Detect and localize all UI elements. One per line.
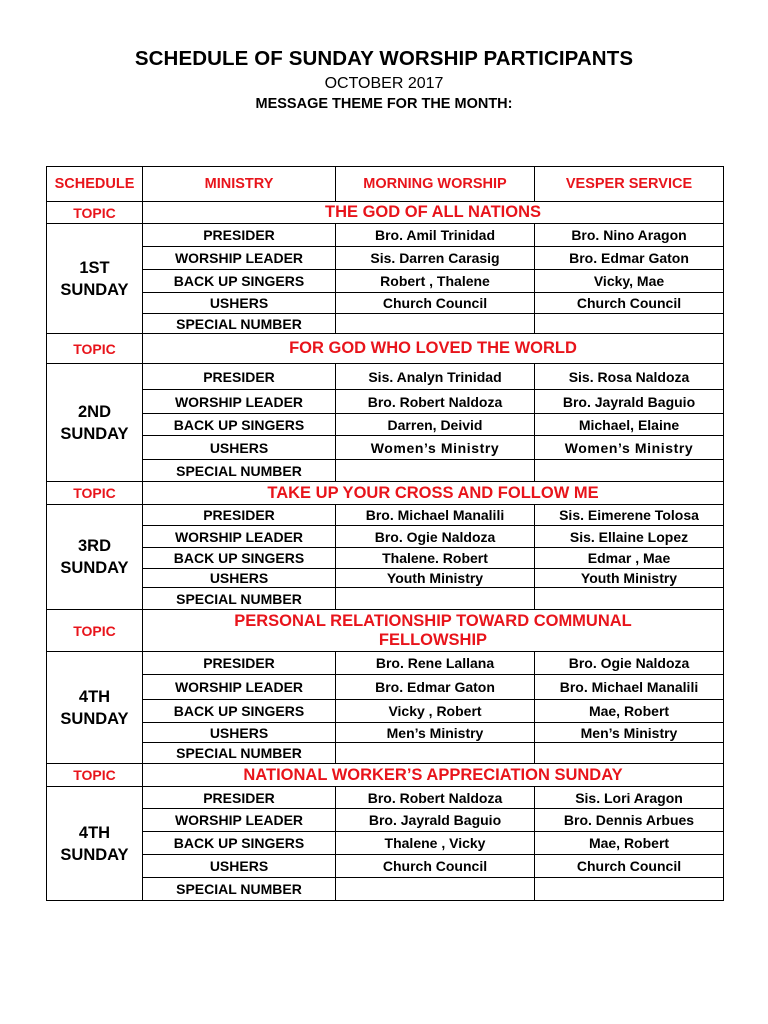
vesper-cell: Sis. Eimerene Tolosa [535, 505, 724, 526]
topic-label: TOPIC [47, 202, 143, 224]
sunday-label [47, 224, 143, 334]
morning-cell: Bro. Edmar Gaton [336, 675, 535, 700]
morning-cell: Thalene , Vicky [336, 832, 535, 855]
morning-cell: Sis. Analyn Trinidad [336, 364, 535, 390]
table-row [47, 832, 724, 855]
topic-title: FOR GOD WHO LOVED THE WORLD [143, 334, 724, 364]
sunday-ordinal: 3RD [77, 537, 111, 555]
sunday-word: SUNDAY [60, 559, 129, 577]
morning-cell: Bro. Robert Naldoza [336, 390, 535, 414]
morning-cell: Bro. Jayrald Baguio [336, 809, 535, 832]
topic-row [47, 610, 724, 652]
role-back-up-singers: BACK UP SINGERS [143, 414, 336, 436]
table-row [47, 505, 724, 526]
vesper-cell: Bro. Nino Aragon [535, 224, 724, 247]
vesper-cell [535, 743, 724, 764]
sunday-label [47, 787, 143, 901]
table-row [47, 247, 724, 270]
role-presider: PRESIDER [143, 224, 336, 247]
morning-cell: Bro. Rene Lallana [336, 652, 535, 675]
topic-row [47, 764, 724, 787]
role-special-number: SPECIAL NUMBER [143, 878, 336, 901]
vesper-cell: Church Council [535, 293, 724, 314]
role-back-up-singers: BACK UP SINGERS [143, 270, 336, 293]
message-theme-label: MESSAGE THEME FOR THE MONTH: [255, 96, 513, 112]
sunday-word: SUNDAY [60, 709, 129, 728]
header-vesper-service: VESPER SERVICE [535, 167, 724, 202]
morning-cell [336, 878, 535, 901]
morning-cell: Thalene. Robert [336, 548, 535, 569]
role-special-number: SPECIAL NUMBER [143, 588, 336, 610]
vesper-cell: Mae, Robert [535, 700, 724, 723]
morning-cell: Bro. Robert Naldoza [336, 787, 535, 809]
schedule-table [46, 166, 724, 901]
morning-cell [336, 743, 535, 764]
table-row [47, 855, 724, 878]
role-special-number: SPECIAL NUMBER [143, 460, 336, 482]
table-row [47, 293, 724, 314]
table-row [47, 364, 724, 390]
topic-row [47, 334, 724, 364]
table-row [47, 569, 724, 588]
vesper-cell: Bro. Michael Manalili [535, 675, 724, 700]
vesper-cell: Sis. Ellaine Lopez [535, 526, 724, 548]
role-worship-leader: WORSHIP LEADER [143, 390, 336, 414]
vesper-cell [535, 460, 724, 482]
role-worship-leader: WORSHIP LEADER [143, 809, 336, 832]
role-presider: PRESIDER [143, 787, 336, 809]
table-row [47, 270, 724, 293]
role-presider: PRESIDER [143, 652, 336, 675]
topic-title: NATIONAL WORKER’S APPRECIATION SUNDAY [143, 764, 724, 787]
table-row [47, 314, 724, 334]
morning-cell: Bro. Amil Trinidad [336, 224, 535, 247]
table-header-row [47, 167, 724, 202]
sunday-ordinal: 1ST [79, 258, 110, 277]
role-worship-leader: WORSHIP LEADER [143, 247, 336, 270]
sunday-word: SUNDAY [60, 280, 129, 299]
sunday-label [47, 505, 143, 610]
table-row [47, 460, 724, 482]
topic-label: TOPIC [47, 764, 143, 787]
morning-cell [336, 460, 535, 482]
document-title: SCHEDULE OF SUNDAY WORSHIP PARTICIPANTS [134, 47, 634, 70]
header-schedule: SCHEDULE [47, 167, 143, 202]
table-row [47, 878, 724, 901]
topic-label: TOPIC [47, 610, 143, 652]
morning-cell: Church Council [336, 293, 535, 314]
table-row [47, 652, 724, 675]
vesper-cell [535, 878, 724, 901]
document-month: OCTOBER 2017 [324, 75, 444, 92]
morning-cell [336, 588, 535, 610]
header-ministry: MINISTRY [143, 167, 336, 202]
table-row [47, 436, 724, 460]
sunday-ordinal: 4TH [78, 687, 111, 706]
vesper-cell: Mae, Robert [535, 832, 724, 855]
morning-cell: Bro. Michael Manalili [336, 505, 535, 526]
vesper-cell: Bro. Edmar Gaton [535, 247, 724, 270]
role-special-number: SPECIAL NUMBER [143, 743, 336, 764]
vesper-cell: Sis. Rosa Naldoza [535, 364, 724, 390]
sunday-word: SUNDAY [60, 845, 129, 864]
vesper-cell: Edmar , Mae [535, 548, 724, 569]
table-row [47, 787, 724, 809]
role-ushers: USHERS [143, 569, 336, 588]
vesper-cell: Bro. Ogie Naldoza [535, 652, 724, 675]
table-row [47, 224, 724, 247]
table-row [47, 675, 724, 700]
table-row [47, 548, 724, 569]
morning-cell: Bro. Ogie Naldoza [336, 526, 535, 548]
topic-label: TOPIC [47, 482, 143, 505]
topic-row [47, 202, 724, 224]
role-ushers: USHERS [143, 855, 336, 878]
vesper-cell: Youth Ministry [535, 569, 724, 588]
role-back-up-singers: BACK UP SINGERS [143, 832, 336, 855]
role-ushers: USHERS [143, 723, 336, 743]
role-back-up-singers: BACK UP SINGERS [143, 700, 336, 723]
morning-cell: Darren, Deivid [336, 414, 535, 436]
topic-label: TOPIC [47, 334, 143, 364]
vesper-cell: Michael, Elaine [535, 414, 724, 436]
role-presider: PRESIDER [143, 505, 336, 526]
vesper-cell: Men’s Ministry [535, 723, 724, 743]
morning-cell: Women’s Ministry [336, 436, 535, 460]
role-worship-leader: WORSHIP LEADER [143, 675, 336, 700]
table-row [47, 700, 724, 723]
sunday-word: SUNDAY [60, 424, 129, 443]
topic-title-line-1: PERSONAL RELATIONSHIP TOWARD COMMUNAL [234, 611, 632, 630]
table-row [47, 723, 724, 743]
morning-cell [336, 314, 535, 334]
table-row [47, 743, 724, 764]
table-row [47, 414, 724, 436]
morning-cell: Men’s Ministry [336, 723, 535, 743]
sunday-label [47, 652, 143, 764]
vesper-cell: Sis. Lori Aragon [535, 787, 724, 809]
role-back-up-singers: BACK UP SINGERS [143, 548, 336, 569]
topic-title [143, 610, 724, 652]
role-special-number: SPECIAL NUMBER [143, 314, 336, 334]
table-row [47, 809, 724, 832]
morning-cell: Robert , Thalene [336, 270, 535, 293]
vesper-cell: Bro. Dennis Arbues [535, 809, 724, 832]
table-row [47, 390, 724, 414]
vesper-cell [535, 588, 724, 610]
table-row [47, 588, 724, 610]
morning-cell: Sis. Darren Carasig [336, 247, 535, 270]
sunday-label [47, 364, 143, 482]
table-row [47, 526, 724, 548]
sunday-ordinal: 4TH [78, 823, 111, 842]
role-worship-leader: WORSHIP LEADER [143, 526, 336, 548]
vesper-cell: Women’s Ministry [535, 436, 724, 460]
morning-cell: Youth Ministry [336, 569, 535, 588]
vesper-cell: Vicky, Mae [535, 270, 724, 293]
topic-title: THE GOD OF ALL NATIONS [143, 202, 724, 224]
morning-cell: Church Council [336, 855, 535, 878]
topic-title-line-2: FELLOWSHIP [378, 630, 488, 649]
vesper-cell: Bro. Jayrald Baguio [535, 390, 724, 414]
header-morning-worship: MORNING WORSHIP [336, 167, 535, 202]
vesper-cell: Church Council [535, 855, 724, 878]
role-presider: PRESIDER [143, 364, 336, 390]
morning-cell: Vicky , Robert [336, 700, 535, 723]
role-ushers: USHERS [143, 293, 336, 314]
vesper-cell [535, 314, 724, 334]
sunday-ordinal: 2ND [77, 402, 111, 421]
topic-row [47, 482, 724, 505]
role-ushers: USHERS [143, 436, 336, 460]
topic-title: TAKE UP YOUR CROSS AND FOLLOW ME [143, 482, 724, 505]
